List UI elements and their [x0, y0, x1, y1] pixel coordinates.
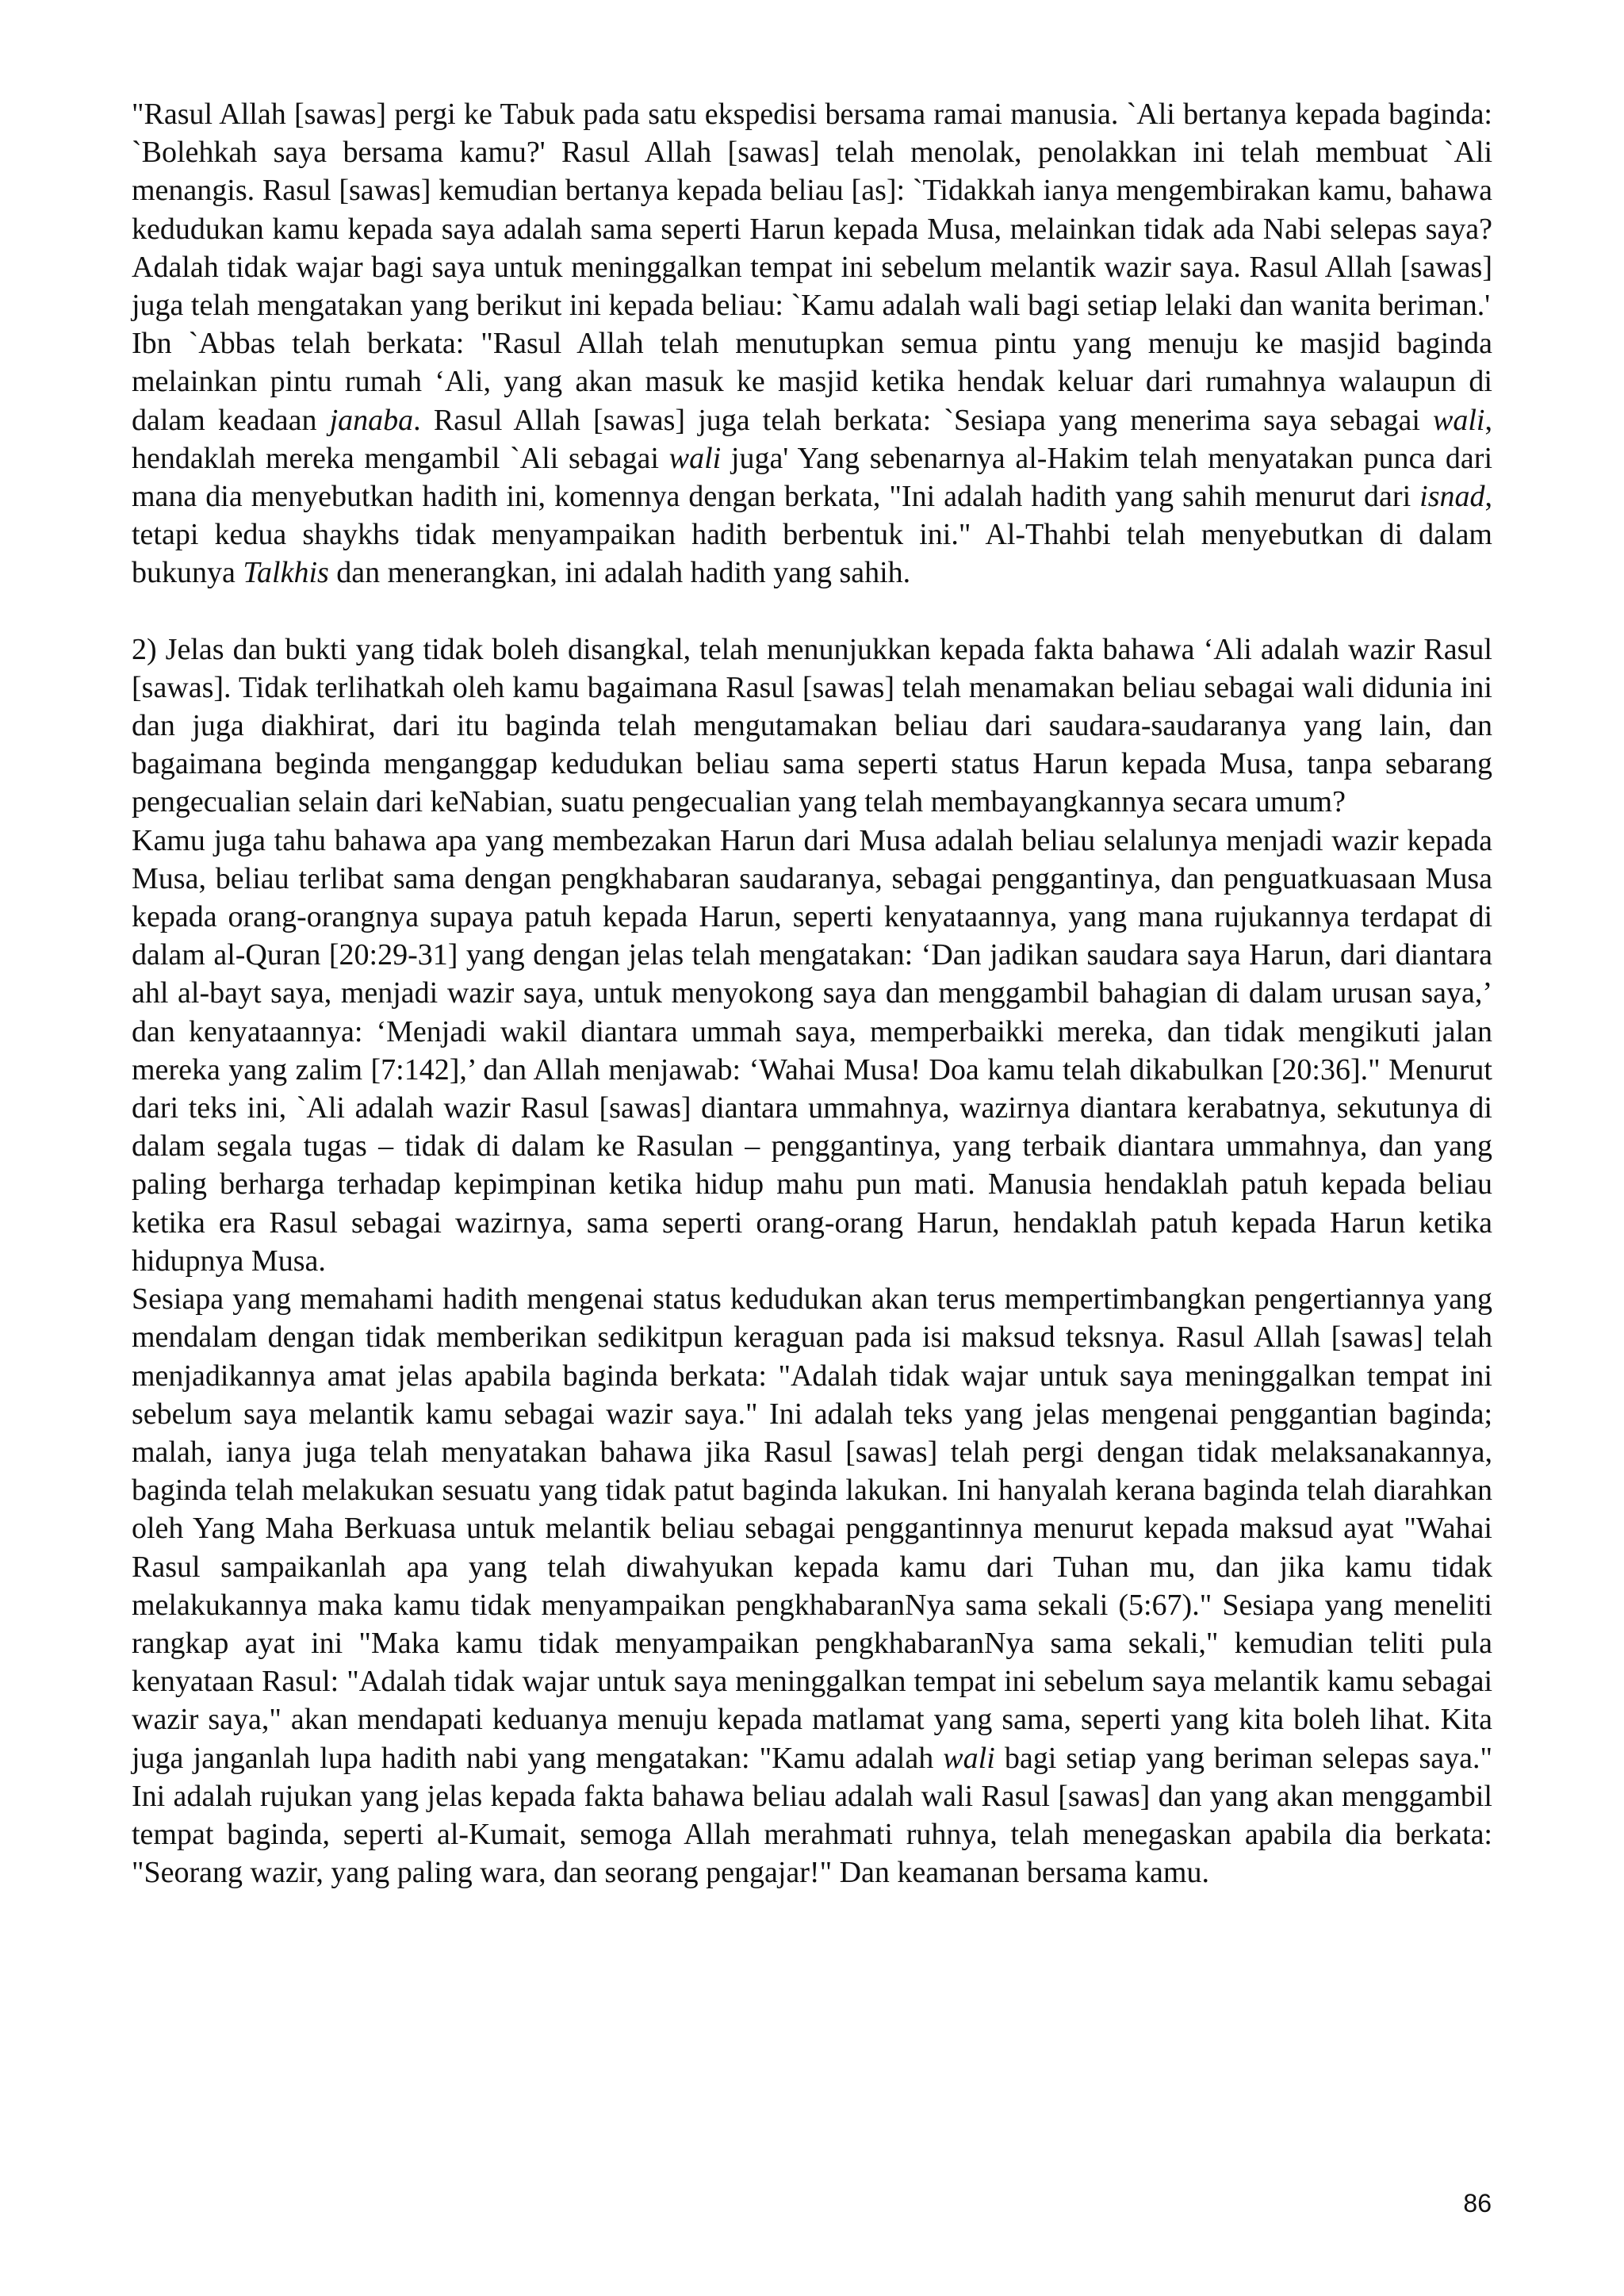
italic-term: isnad	[1419, 480, 1485, 514]
text-run: Ibn `Abbas telah berkata: "Rasul Allah telah menutupkan semua pintu yang menuju ke masjid baginda melainkan pintu rumah ‘Ali, yang akan masuk ke masjid ketika hendak keluar dari rumahnya walaupun di dalam keadaan	[132, 327, 1492, 437]
italic-term: wali	[943, 1741, 995, 1775]
text-run: . Rasul Allah [sawas] juga telah berkata: `Sesiapa yang menerima saya sebagai	[413, 403, 1434, 437]
paragraph-3	[132, 631, 1492, 822]
italic-term: Talkhis	[243, 556, 329, 590]
paragraph-2	[132, 324, 1492, 592]
italic-term: janaba	[329, 403, 414, 437]
text-run: , hendaklah mereka mengambil `Ali sebagai	[132, 403, 1492, 475]
page-number: 86	[1463, 2189, 1492, 2217]
text-run: , tetapi kedua shaykhs tidak menyampaikan hadith berbentuk ini." Al-Thahbi telah menyebutkan di dalam bukunya	[132, 480, 1492, 590]
text-run: Kamu juga tahu bahawa apa yang membezakan Harun dari Musa adalah beliau selalunya menjadi wazir kepada Musa, beliau terlibat sama dengan pengkhabaran saudaranya, sebagai penggantinya, dan penguatkuasaan Musa kepada orang-orangnya supaya patuh kepada Harun, seperti kenyataannya, yang mana rujukannya terdapat di dalam al-Quran [20:29-31] yang dengan jelas telah mengatakan: ‘Dan jadikan saudara saya Harun, dari diantara ahl al-bayt saya, menjadi wazir saya, untuk menyokong saya dan menggambil bahagian di dalam urusan saya,’ dan kenyataannya: ‘Menjadi wakil diantara ummah saya, memperbaikki mereka, dan tidak mengikuti jalan mereka yang zalim [7:142],’ dan Allah menjawab: ‘Wahai Musa! Doa kamu telah dikabulkan [20:36]." Menurut dari teks ini, `Ali adalah wazir Rasul [sawas] diantara ummahnya, wazirnya diantara kerabatnya, sekutunya di dalam segala tugas – tidak di dalam ke Rasulan – penggantinya, yang terbaik diantara ummahnya, dan yang paling berharga terhadap kepimpinan ketika hidup mahu pun mati. Manusia hendaklah patuh kepada beliau ketika era Rasul sebagai wazirnya, sama seperti orang-orang Harun, hendaklah patuh kepada Harun ketika hidupnya Musa.	[132, 823, 1492, 1278]
text-run: Sesiapa yang memahami hadith mengenai status kedudukan akan terus mempertimbangkan pengertiannya yang mendalam dengan tidak memberikan sedikitpun keraguan pada isi maksud teksnya. Rasul Allah [sawas] telah menjadikannya amat jelas apabila baginda berkata: "Adalah tidak wajar untuk saya meninggalkan tempat ini sebelum saya melantik kamu sebagai wazir saya." Ini adalah teks yang jelas mengenai penggantian baginda; malah, ianya juga telah menyatakan bahawa jika Rasul [sawas] telah pergi dengan tidak melaksanakannya, baginda telah melakukan sesuatu yang tidak patut baginda lakukan. Ini hanyalah kerana baginda telah diarahkan oleh Yang Maha Berkuasa untuk melantik beliau sebagai penggantinnya menurut kepada maksud ayat "Wahai Rasul sampaikanlah apa yang telah diwahyukan kepada kamu dari Tuhan mu, dan jika kamu tidak melakukannya maka kamu tidak menyampaikan pengkhabaranNya sama sekali (5:67)." Sesiapa yang meneliti rangkap ayat ini "Maka kamu tidak menyampaikan pengkhabaranNya sama sekali," kemudian teliti pula kenyataan Rasul: "Adalah tidak wajar untuk saya meninggalkan tempat ini sebelum saya melantik kamu sebagai wazir saya," akan mendapati keduanya menuju kepada matlamat yang sama, seperti yang kita boleh lihat. Kita juga janganlah lupa hadith nabi yang mengatakan: "Kamu adalah	[132, 1282, 1492, 1775]
page-body	[132, 95, 1492, 1892]
text-run: 2) Jelas dan bukti yang tidak boleh disangkal, telah menunjukkan kepada fakta bahawa ‘Ali adalah wazir Rasul [sawas]. Tidak terlihatkah oleh kamu bagaimana Rasul [sawas] telah menamakan beliau sebagai wali didunia ini dan juga diakhirat, dari itu baginda telah mengutamakan beliau dari saudara-saudaranya yang lain, dan bagaimana beginda menganggap kedudukan beliau sama seperti status Harun kepada Musa, tanpa sebarang pengecualian selain dari keNabian, suatu pengecualian yang telah membayangkannya secara umum?	[132, 632, 1492, 819]
text-run: "Rasul Allah [sawas] pergi ke Tabuk pada satu ekspedisi bersama ramai manusia. `Ali bertanya kepada baginda: `Bolehkah saya bersama kamu?' Rasul Allah [sawas] telah menolak, penolakkan ini telah membuat `Ali menangis. Rasul [sawas] kemudian bertanya kepada beliau [as]: `Tidakkah ianya mengembirakan kamu, bahawa kedudukan kamu kepada saya adalah sama seperti Harun kepada Musa, melainkan tidak ada Nabi selepas saya? Adalah tidak wajar bagi saya untuk meninggalkan tempat ini sebelum melantik wazir saya. Rasul Allah [sawas] juga telah mengatakan yang berikut ini kepada beliau: `Kamu adalah wali bagi setiap lelaki dan wanita beriman.'	[132, 98, 1492, 323]
text-run: juga' Yang sebenarnya al-Hakim telah menyatakan punca dari mana dia menyebutkan hadith ini, komennya dengan berkata, "Ini adalah hadith yang sahih menurut dari	[132, 441, 1492, 514]
paragraph-4	[132, 822, 1492, 1280]
text-run: dan menerangkan, ini adalah hadith yang sahih.	[328, 556, 911, 590]
italic-term: wali	[668, 441, 722, 475]
italic-term: wali	[1433, 403, 1485, 437]
paragraph-5	[132, 1280, 1492, 1892]
text-run: bagi setiap yang beriman selepas saya." Ini adalah rujukan yang jelas kepada fakta bahawa beliau adalah wali Rasul [sawas] dan yang akan menggambil tempat baginda, seperti al-Kumait, semoga Allah merahmati ruhnya, telah menegaskan apabila dia berkata: "Seorang wazir, yang paling wara, dan seorang pengajar!" Dan keamanan bersama kamu.	[132, 1741, 1492, 1890]
paragraph-spacer	[132, 592, 1492, 631]
paragraph-1	[132, 95, 1492, 324]
